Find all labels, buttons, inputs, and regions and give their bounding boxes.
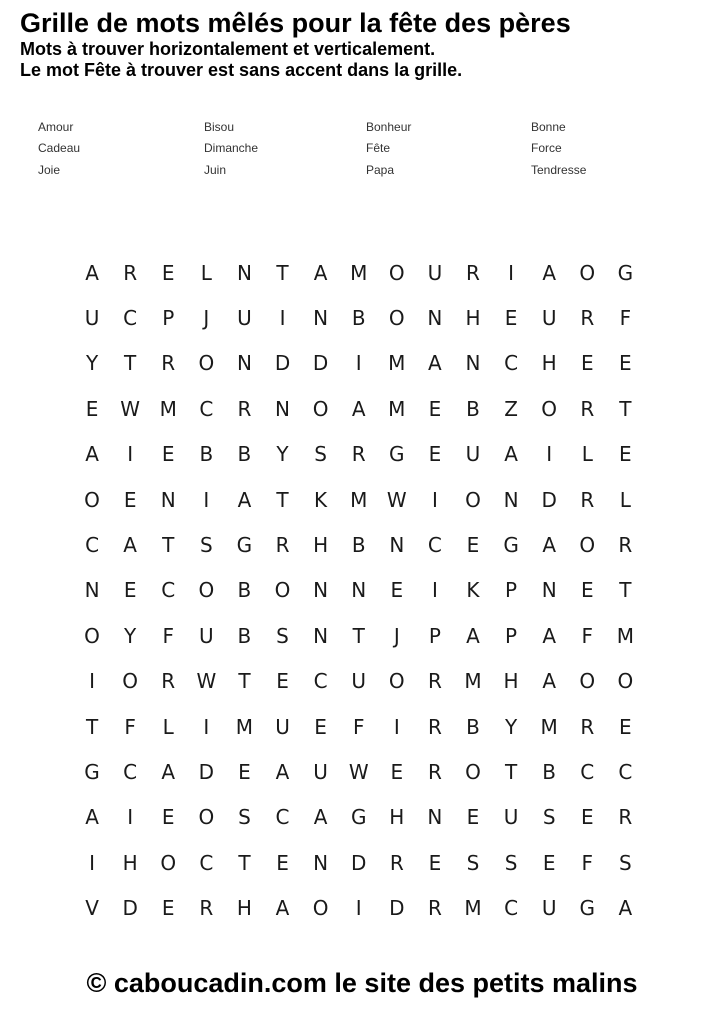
grid-cell[interactable]: E xyxy=(123,487,137,512)
grid-cell[interactable]: I xyxy=(355,896,362,921)
grid-cell[interactable]: B xyxy=(542,759,557,784)
grid-cell[interactable]: S xyxy=(619,850,632,875)
grid-row xyxy=(73,704,645,749)
grid-cell[interactable]: A xyxy=(123,533,137,558)
grid-cell[interactable]: N xyxy=(427,805,443,830)
grid-cell[interactable]: O xyxy=(388,306,405,331)
grid-cell[interactable]: D xyxy=(312,351,329,376)
grid-cell[interactable]: O xyxy=(84,623,100,648)
grid-cell[interactable]: N xyxy=(541,578,557,603)
grid-cell[interactable]: R xyxy=(580,714,595,739)
footer-credit: © caboucadin.com le site des petits malins xyxy=(86,968,638,998)
grid-cell[interactable]: R xyxy=(427,759,442,784)
word-list xyxy=(38,116,678,181)
grid-cell[interactable]: H xyxy=(236,896,252,921)
grid-cell[interactable]: C xyxy=(123,759,138,784)
grid-cell[interactable]: G xyxy=(503,533,519,558)
grid-cell[interactable]: P xyxy=(162,306,175,331)
grid-cell[interactable]: S xyxy=(314,442,327,467)
grid-row xyxy=(73,795,645,840)
grid-row xyxy=(73,749,645,794)
grid-cell[interactable]: O xyxy=(84,487,100,512)
word-item: Bonne xyxy=(531,119,566,134)
grid-cell[interactable]: R xyxy=(427,896,442,921)
grid-cell[interactable]: N xyxy=(236,260,252,285)
grid-cell[interactable]: O xyxy=(465,759,481,784)
grid-cell[interactable]: O xyxy=(579,260,596,285)
grid-cell[interactable]: E xyxy=(466,533,480,558)
grid-cell[interactable]: G xyxy=(350,805,367,830)
grid-cell[interactable]: A xyxy=(351,396,366,421)
grid-cell[interactable]: Y xyxy=(276,442,289,467)
grid-cell[interactable]: C xyxy=(123,306,138,331)
grid-cell[interactable]: R xyxy=(237,396,252,421)
grid-cell[interactable]: U xyxy=(541,896,557,921)
grid-cell[interactable]: G xyxy=(236,533,253,558)
grid-cell[interactable]: O xyxy=(122,669,139,694)
word-item: Joie xyxy=(38,162,61,177)
grid-cell[interactable]: O xyxy=(198,805,215,830)
grid-cell[interactable]: O xyxy=(198,351,215,376)
grid-cell[interactable]: E xyxy=(580,351,594,376)
grid-cell[interactable]: D xyxy=(389,896,405,921)
grid-cell[interactable]: N xyxy=(236,351,252,376)
grid-cell[interactable]: G xyxy=(389,442,405,467)
grid-cell[interactable]: C xyxy=(161,578,176,603)
grid-cell[interactable]: M xyxy=(388,396,406,421)
grid-cell[interactable]: A xyxy=(504,442,518,467)
grid-cell[interactable]: H xyxy=(503,669,519,694)
grid-cell[interactable]: E xyxy=(580,578,594,603)
grid-cell[interactable]: R xyxy=(161,351,176,376)
grid-cell[interactable]: U xyxy=(351,669,367,694)
grid-cell[interactable]: N xyxy=(427,306,443,331)
grid-cell[interactable]: D xyxy=(274,351,291,376)
grid-cell[interactable]: N xyxy=(313,306,329,331)
grid-cell[interactable]: Y xyxy=(85,351,99,376)
grid-cell[interactable]: I xyxy=(393,714,400,739)
grid-cell[interactable]: T xyxy=(238,669,251,694)
grid-row xyxy=(73,295,645,340)
grid-cell[interactable]: S xyxy=(276,623,289,648)
grid-row xyxy=(73,522,645,567)
grid-cell[interactable]: I xyxy=(508,260,515,285)
word-item: Force xyxy=(531,141,562,156)
grid-cell[interactable]: C xyxy=(199,850,214,875)
grid-cell[interactable]: M xyxy=(159,396,177,421)
word-item: Cadeau xyxy=(38,141,81,156)
grid-cell[interactable]: R xyxy=(580,396,595,421)
grid-cell[interactable]: I xyxy=(89,669,95,694)
grid-cell[interactable]: O xyxy=(160,850,177,875)
grid-cell[interactable]: E xyxy=(238,759,251,784)
grid-cell[interactable]: H xyxy=(389,805,405,830)
word-item: Fête xyxy=(366,141,391,156)
grid-cell[interactable]: A xyxy=(275,759,290,784)
grid-cell[interactable]: A xyxy=(542,533,557,558)
grid-cell[interactable]: B xyxy=(237,442,252,467)
grid-cell[interactable]: N xyxy=(313,578,329,603)
grid-cell[interactable]: I xyxy=(127,805,134,830)
grid-cell[interactable]: E xyxy=(542,850,556,875)
grid-cell[interactable]: B xyxy=(237,578,252,603)
grid-cell[interactable]: O xyxy=(388,669,405,694)
grid-cell[interactable]: Y xyxy=(504,714,518,739)
grid-cell[interactable]: N xyxy=(160,487,176,512)
grid-cell[interactable]: M xyxy=(464,669,482,694)
grid-cell[interactable]: U xyxy=(541,306,557,331)
grid-row xyxy=(73,659,645,704)
grid-cell[interactable]: T xyxy=(276,260,289,285)
instructions-line-1: Mots à trouver horizontalement et verticalement. xyxy=(20,39,436,59)
grid-cell[interactable]: O xyxy=(312,396,329,421)
grid-cell[interactable]: Y xyxy=(124,623,137,648)
grid-cell[interactable]: B xyxy=(351,533,366,558)
grid-cell[interactable]: T xyxy=(619,578,632,603)
grid-cell[interactable]: A xyxy=(542,623,557,648)
grid-cell[interactable]: D xyxy=(122,896,138,921)
grid-cell[interactable]: O xyxy=(579,669,596,694)
grid-cell[interactable]: I xyxy=(355,351,362,376)
grid-cell[interactable]: F xyxy=(352,714,365,739)
word-item: Bonheur xyxy=(366,119,412,134)
word-item: Tendresse xyxy=(531,162,587,177)
grid-cell[interactable]: E xyxy=(619,351,632,376)
grid-cell[interactable]: A xyxy=(313,260,328,285)
word-item: Papa xyxy=(366,162,395,177)
grid-cell[interactable]: R xyxy=(275,533,290,558)
grid-cell[interactable]: U xyxy=(465,442,481,467)
grid-cell[interactable]: F xyxy=(581,850,594,875)
grid-cell[interactable]: M xyxy=(464,896,482,921)
grid-cell[interactable]: C xyxy=(580,759,595,784)
grid-cell[interactable]: A xyxy=(542,260,557,285)
grid-cell[interactable]: F xyxy=(124,714,136,739)
grid-cell[interactable]: H xyxy=(465,306,481,331)
grid-cell[interactable]: A xyxy=(85,260,99,285)
grid-row xyxy=(73,250,645,295)
grid-cell[interactable]: T xyxy=(124,351,137,376)
header xyxy=(20,8,710,81)
grid-cell[interactable]: E xyxy=(161,442,175,467)
grid-cell[interactable]: P xyxy=(428,623,441,648)
grid-cell[interactable]: I xyxy=(89,850,95,875)
grid-cell[interactable]: N xyxy=(313,850,329,875)
grid-cell[interactable]: F xyxy=(619,306,632,331)
grid-row xyxy=(73,568,645,613)
grid-cell[interactable]: E xyxy=(161,805,175,830)
grid-cell[interactable]: T xyxy=(238,850,251,875)
grid-cell[interactable]: E xyxy=(390,759,404,784)
grid-cell[interactable]: N xyxy=(503,487,519,512)
grid-cell[interactable]: A xyxy=(85,805,99,830)
grid-cell[interactable]: R xyxy=(618,805,633,830)
grid-cell[interactable]: U xyxy=(313,759,328,784)
grid-row xyxy=(73,840,645,885)
grid-row xyxy=(73,613,645,658)
grid-cell[interactable]: E xyxy=(314,714,327,739)
grid-cell[interactable]: O xyxy=(617,669,634,694)
grid-cell[interactable]: F xyxy=(581,623,594,648)
grid-cell[interactable]: T xyxy=(85,714,99,739)
grid-cell[interactable]: L xyxy=(162,714,174,739)
grid-cell[interactable]: C xyxy=(275,805,290,830)
grid-cell[interactable]: C xyxy=(504,351,519,376)
grid-cell[interactable]: N xyxy=(351,578,367,603)
grid-cell[interactable]: L xyxy=(200,260,212,285)
grid-cell[interactable]: C xyxy=(504,896,519,921)
grid-cell[interactable]: E xyxy=(428,442,442,467)
grid-cell[interactable]: G xyxy=(579,896,596,921)
grid-cell[interactable]: R xyxy=(199,896,214,921)
grid-cell[interactable]: U xyxy=(237,306,252,331)
grid-cell[interactable]: H xyxy=(313,533,329,558)
grid-cell[interactable]: E xyxy=(123,578,137,603)
grid-cell[interactable]: E xyxy=(276,850,289,875)
grid-cell[interactable]: O xyxy=(465,487,481,512)
grid-cell[interactable]: W xyxy=(196,669,217,694)
grid-cell[interactable]: H xyxy=(122,850,138,875)
grid-cell[interactable]: O xyxy=(388,260,405,285)
grid-cell[interactable]: B xyxy=(466,714,480,739)
grid-cell[interactable]: M xyxy=(350,487,368,512)
grid-cell[interactable]: R xyxy=(123,260,138,285)
grid-cell[interactable]: A xyxy=(313,805,328,830)
grid-cell[interactable]: E xyxy=(619,714,632,739)
grid-cell[interactable]: J xyxy=(203,306,210,331)
grid-cell[interactable]: N xyxy=(389,533,405,558)
grid-cell[interactable]: A xyxy=(237,487,252,512)
grid-cell[interactable]: C xyxy=(199,396,214,421)
grid-cell[interactable]: E xyxy=(276,669,289,694)
grid-cell[interactable]: A xyxy=(618,896,633,921)
grid-cell[interactable]: C xyxy=(85,533,100,558)
grid-cell[interactable]: E xyxy=(161,896,175,921)
instructions-line-2: Le mot Fête à trouver est sans accent dans la grille. xyxy=(20,60,463,80)
grid-cell[interactable]: I xyxy=(431,487,438,512)
grid-cell[interactable]: U xyxy=(199,623,214,648)
grid-row xyxy=(73,386,645,431)
grid-cell[interactable]: T xyxy=(352,623,365,648)
grid-cell[interactable]: C xyxy=(427,533,442,558)
grid-cell[interactable]: K xyxy=(466,578,480,603)
grid-row xyxy=(73,477,645,522)
grid-cell[interactable]: B xyxy=(351,306,366,331)
grid-row xyxy=(73,341,645,386)
grid-cell[interactable]: U xyxy=(427,260,443,285)
word-item: Amour xyxy=(38,119,74,134)
grid-cell[interactable]: L xyxy=(619,487,631,512)
word-item: Dimanche xyxy=(204,141,259,156)
grid-cell[interactable]: C xyxy=(313,669,328,694)
grid-cell[interactable]: E xyxy=(161,260,175,285)
grid-cell[interactable]: H xyxy=(541,351,557,376)
grid-cell[interactable]: I xyxy=(279,306,286,331)
grid-cell[interactable]: S xyxy=(238,805,251,830)
grid-cell[interactable]: G xyxy=(617,260,634,285)
grid-cell[interactable]: U xyxy=(84,306,100,331)
grid-cell[interactable]: S xyxy=(199,533,213,558)
grid-cell[interactable]: L xyxy=(581,442,593,467)
grid-cell[interactable]: A xyxy=(85,442,99,467)
grid-cell[interactable]: I xyxy=(203,487,210,512)
grid-cell[interactable]: P xyxy=(505,623,518,648)
grid-cell[interactable]: S xyxy=(542,805,556,830)
grid-cell[interactable]: D xyxy=(351,850,367,875)
grid-cell[interactable]: E xyxy=(619,442,632,467)
grid-cell[interactable]: U xyxy=(503,805,519,830)
grid-cell[interactable]: W xyxy=(120,396,141,421)
grid-cell[interactable]: I xyxy=(127,442,134,467)
grid-cell[interactable]: I xyxy=(203,714,210,739)
grid-cell[interactable]: M xyxy=(616,623,634,648)
grid-row xyxy=(73,885,645,930)
grid-cell[interactable]: R xyxy=(389,850,404,875)
grid-row xyxy=(73,432,645,477)
grid-cell[interactable]: Z xyxy=(504,396,518,421)
grid-cell[interactable]: T xyxy=(276,487,289,512)
grid-cell[interactable]: M xyxy=(540,714,558,739)
grid-cell[interactable]: W xyxy=(348,759,369,784)
grid-cell[interactable]: A xyxy=(466,623,480,648)
letter-grid xyxy=(73,250,645,930)
grid-cell[interactable]: O xyxy=(198,578,215,603)
grid-cell[interactable]: I xyxy=(546,442,553,467)
grid-cell[interactable]: B xyxy=(466,396,480,421)
grid-cell[interactable]: D xyxy=(198,759,215,784)
grid-cell[interactable]: R xyxy=(427,669,442,694)
grid-cell[interactable]: E xyxy=(85,396,99,421)
grid-cell[interactable]: D xyxy=(541,487,557,512)
grid-cell[interactable]: P xyxy=(505,578,518,603)
grid-cell[interactable]: M xyxy=(350,260,368,285)
word-item: Juin xyxy=(204,162,227,177)
grid-cell[interactable]: R xyxy=(580,487,595,512)
grid-cell[interactable]: E xyxy=(466,805,480,830)
grid-cell[interactable]: E xyxy=(504,306,518,331)
grid-cell[interactable]: N xyxy=(313,623,329,648)
grid-cell[interactable]: E xyxy=(390,578,404,603)
grid-cell[interactable]: F xyxy=(162,623,174,648)
grid-cell[interactable]: I xyxy=(431,578,438,603)
grid-cell[interactable]: A xyxy=(161,759,176,784)
grid-cell[interactable]: B xyxy=(237,623,252,648)
grid-cell[interactable]: T xyxy=(619,396,632,421)
grid-cell[interactable]: O xyxy=(274,578,291,603)
grid-cell[interactable]: R xyxy=(466,260,480,285)
grid-cell[interactable]: G xyxy=(84,759,100,784)
grid-cell[interactable]: W xyxy=(386,487,407,512)
grid-cell[interactable]: U xyxy=(275,714,290,739)
grid-cell[interactable]: A xyxy=(275,896,290,921)
grid-cell[interactable]: B xyxy=(199,442,214,467)
grid-cell[interactable]: A xyxy=(542,669,557,694)
grid-cell[interactable]: N xyxy=(84,578,100,603)
grid-cell[interactable]: A xyxy=(428,351,442,376)
grid-cell[interactable]: S xyxy=(466,850,480,875)
word-item: Bisou xyxy=(204,119,235,134)
grid-cell[interactable]: O xyxy=(579,533,596,558)
grid-cell[interactable]: R xyxy=(161,669,176,694)
grid-cell[interactable]: V xyxy=(85,896,99,921)
grid-cell[interactable]: E xyxy=(428,850,442,875)
grid-cell[interactable]: R xyxy=(618,533,633,558)
grid-cell[interactable]: M xyxy=(388,351,406,376)
page-title: Grille de mots mêlés pour la fête des pères xyxy=(20,8,571,38)
grid-cell[interactable]: K xyxy=(314,487,328,512)
grid-cell[interactable]: O xyxy=(541,396,558,421)
grid-cell[interactable]: N xyxy=(275,396,290,421)
grid-cell[interactable]: T xyxy=(162,533,175,558)
grid-cell[interactable]: C xyxy=(618,759,633,784)
grid-cell[interactable]: J xyxy=(393,623,400,648)
grid-cell[interactable]: N xyxy=(465,351,481,376)
grid-cell[interactable]: R xyxy=(580,306,595,331)
grid-cell[interactable]: R xyxy=(427,714,442,739)
grid-cell[interactable]: E xyxy=(428,396,442,421)
grid-cell[interactable]: T xyxy=(504,759,518,784)
grid-cell[interactable]: O xyxy=(312,896,329,921)
grid-cell[interactable]: E xyxy=(580,805,594,830)
grid-cell[interactable]: R xyxy=(351,442,366,467)
grid-cell[interactable]: S xyxy=(504,850,518,875)
grid-cell[interactable]: M xyxy=(235,714,254,739)
